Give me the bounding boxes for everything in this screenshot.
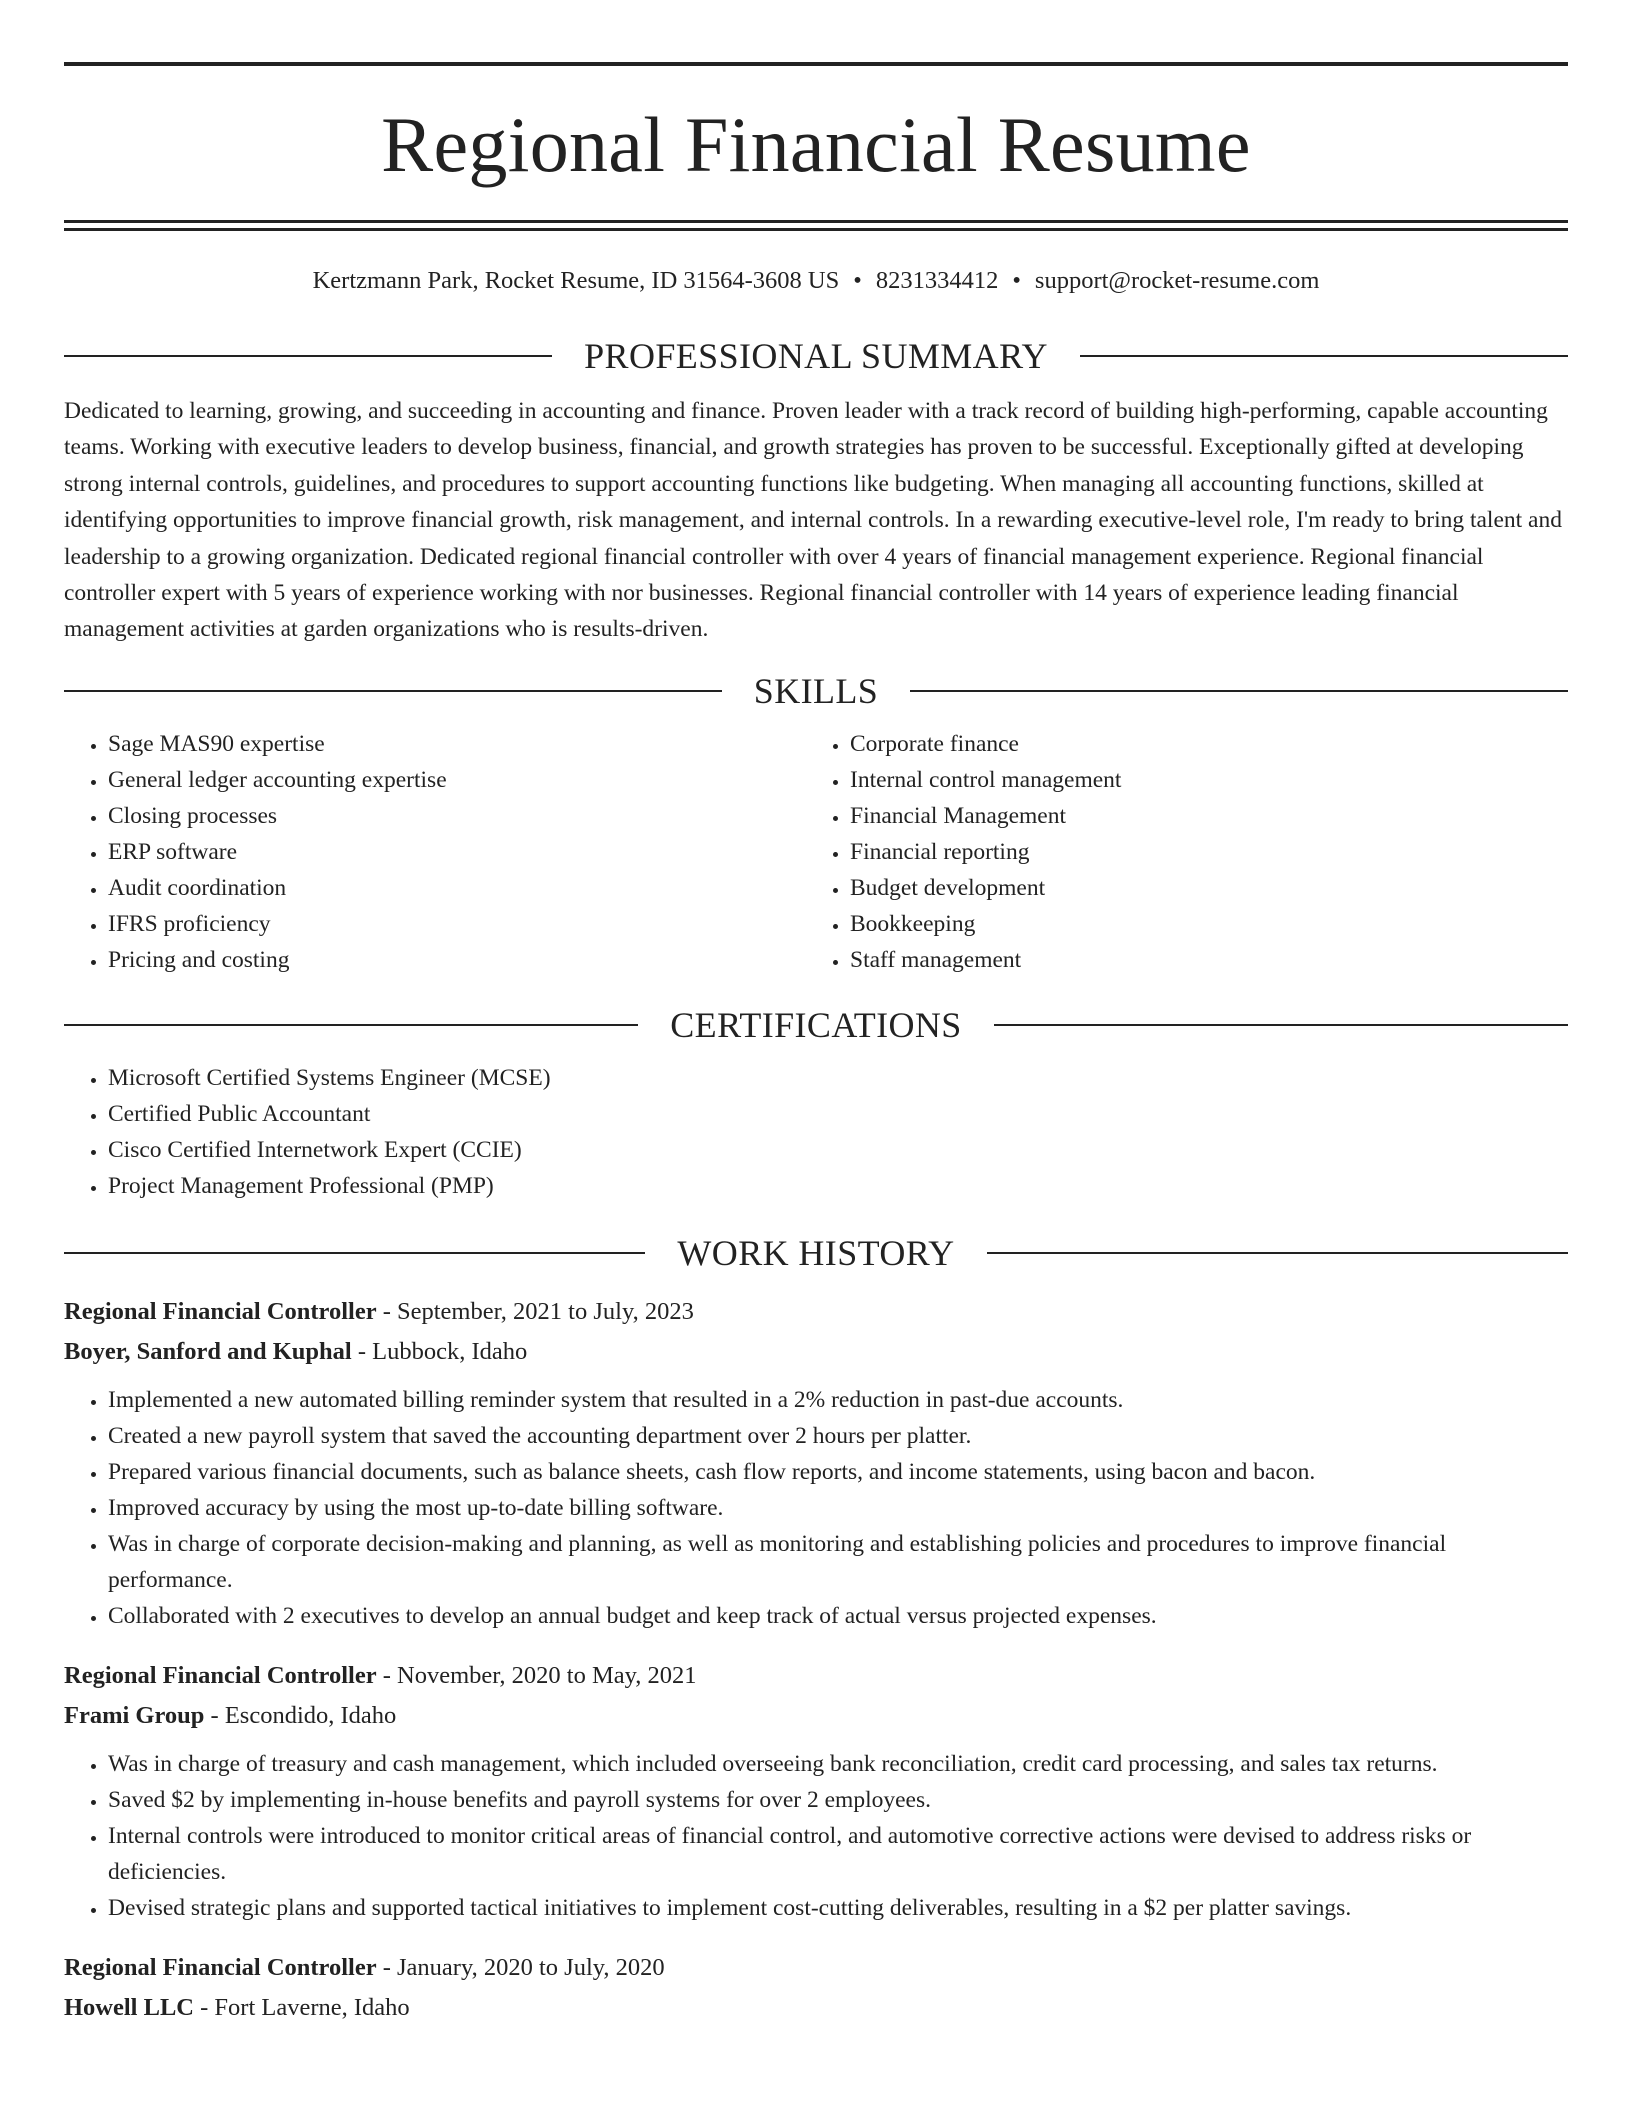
job-company: Howell LLC xyxy=(64,1993,194,2021)
list-item: • Project Management Professional (PMP) xyxy=(108,1168,1568,1204)
list-item: • Cisco Certified Internetwork Expert (CCIE) xyxy=(108,1132,1568,1168)
list-item: • Closing processes xyxy=(108,798,806,834)
job-company-line xyxy=(64,1988,1568,2028)
job-entry xyxy=(64,1948,1568,2028)
certifications-list xyxy=(64,1060,1568,1204)
contact-phone: 8231334412 xyxy=(875,267,999,294)
list-item: • Corporate finance xyxy=(850,726,1548,762)
list-item: • Was in charge of corporate decision-making and planning, as well as monitoring and establishing policies and procedures to improve financial performance. xyxy=(108,1526,1568,1598)
list-item: • Collaborated with 2 executives to develop an annual budget and keep track of actual versus projected expenses. xyxy=(108,1598,1568,1634)
certifications-heading-label: CERTIFICATIONS xyxy=(670,1004,962,1045)
job-title: Regional Financial Controller xyxy=(64,1953,377,1981)
job-bullets xyxy=(64,1382,1568,1634)
list-item: • Prepared various financial documents, such as balance sheets, cash flow reports, and income statements, using bacon and bacon. xyxy=(108,1454,1568,1490)
list-item: • IFRS proficiency xyxy=(108,906,806,942)
skills-heading-label: SKILLS xyxy=(753,670,879,711)
job-dates: - January, 2020 to July, 2020 xyxy=(376,1953,665,1981)
list-item: • Sage MAS90 expertise xyxy=(108,726,806,762)
job-dates: - November, 2020 to May, 2021 xyxy=(376,1661,697,1689)
heading-rule xyxy=(1080,355,1568,357)
list-item: • Certified Public Accountant xyxy=(108,1096,1568,1132)
list-item: • Improved accuracy by using the most up-to-date billing software. xyxy=(108,1490,1568,1526)
job-title-line xyxy=(64,1292,1568,1332)
work-history-heading-label: WORK HISTORY xyxy=(677,1232,955,1273)
list-item: • Staff management xyxy=(850,942,1548,978)
contact-separator: • xyxy=(853,267,862,294)
heading-rule xyxy=(64,355,552,357)
job-title: Regional Financial Controller xyxy=(64,1661,377,1689)
summary-heading-label: PROFESSIONAL SUMMARY xyxy=(584,336,1048,376)
resume-page xyxy=(64,62,1568,2028)
list-item: • Financial Management xyxy=(850,798,1548,834)
skills-list xyxy=(64,726,1568,978)
job-location: - Escondido, Idaho xyxy=(204,1701,397,1729)
job-location: - Fort Laverne, Idaho xyxy=(194,1993,410,2021)
list-item: • Bookkeeping xyxy=(850,906,1548,942)
work-history-list xyxy=(64,1292,1568,2028)
skills-column-right xyxy=(806,726,1548,978)
job-title: Regional Financial Controller xyxy=(64,1297,377,1325)
list-item: • Budget development xyxy=(850,870,1548,906)
list-item: • Financial reporting xyxy=(850,834,1548,870)
heading-rule xyxy=(64,1252,645,1254)
job-title-line xyxy=(64,1948,1568,1988)
skills-heading xyxy=(64,668,1568,714)
certifications-heading xyxy=(64,1002,1568,1048)
certifications-bullets xyxy=(64,1060,1568,1204)
job-company: Boyer, Sanford and Kuphal xyxy=(64,1337,352,1365)
job-entry xyxy=(64,1656,1568,1926)
list-item: • ERP software xyxy=(108,834,806,870)
contact-separator: • xyxy=(1012,267,1021,294)
list-item: • Internal controls were introduced to monitor critical areas of financial control, and automotive corrective actions were devised to address risks or deficiencies. xyxy=(108,1818,1568,1890)
summary-heading xyxy=(64,333,1568,379)
contact-address: Kertzmann Park, Rocket Resume, ID 31564-3608 US xyxy=(312,267,840,294)
list-item: • Pricing and costing xyxy=(108,942,806,978)
job-company: Frami Group xyxy=(64,1701,205,1729)
heading-rule xyxy=(64,690,722,692)
list-item: • Saved $2 by implementing in-house benefits and payroll systems for over 2 employees. xyxy=(108,1782,1568,1818)
list-item: • Created a new payroll system that saved the accounting department over 2 hours per platter. xyxy=(108,1418,1568,1454)
title-double-rule xyxy=(64,220,1568,231)
contact-email: support@rocket-resume.com xyxy=(1034,267,1320,294)
skills-left-list xyxy=(64,726,806,978)
list-item: • Was in charge of treasury and cash management, which included overseeing bank reconciliation, credit card processing, and sales tax returns. xyxy=(108,1746,1568,1782)
heading-rule xyxy=(910,690,1568,692)
job-title-line xyxy=(64,1656,1568,1696)
list-item: • Internal control management xyxy=(850,762,1548,798)
skills-column-left xyxy=(64,726,806,978)
top-rule xyxy=(64,62,1568,66)
job-company-line xyxy=(64,1332,1568,1372)
list-item: • General ledger accounting expertise xyxy=(108,762,806,798)
list-item: • Devised strategic plans and supported tactical initiatives to implement cost-cutting deliverables, resulting in a $2 per platter savings. xyxy=(108,1890,1568,1926)
list-item: • Audit coordination xyxy=(108,870,806,906)
heading-rule xyxy=(987,1252,1568,1254)
list-item: • Implemented a new automated billing reminder system that resulted in a 2% reduction in past-due accounts. xyxy=(108,1382,1568,1418)
heading-rule xyxy=(994,1024,1568,1026)
skills-right-list xyxy=(806,726,1548,978)
contact-line xyxy=(64,265,1568,297)
heading-rule xyxy=(64,1024,638,1026)
job-dates: - September, 2021 to July, 2023 xyxy=(376,1297,694,1325)
list-item: • Microsoft Certified Systems Engineer (MCSE) xyxy=(108,1060,1568,1096)
job-company-line xyxy=(64,1696,1568,1736)
summary-text: Dedicated to learning, growing, and succeeding in accounting and finance. Proven leader with a track record of building high-performing, capable accounting teams. Working with executive leaders to develop business, financial, and growth strategies has proven to be successful. Exceptionally gifted at developing strong internal controls, guidelines, and procedures to support accounting functions like budgeting. When managing all accounting functions, skilled at identifying opportunities to improve financial growth, risk management, and internal controls. In a rewarding executive-level role, I'm ready to bring talent and leadership to a growing organization. Dedicated regional financial controller with over 4 years of financial management experience. Regional financial controller expert with 5 years of experience working with nor businesses. Regional financial controller with 14 years of experience leading financial management activities at garden organizations who is results-driven. xyxy=(64,398,1562,643)
work-history-heading xyxy=(64,1230,1568,1276)
job-entry xyxy=(64,1292,1568,1634)
resume-title: Regional Financial Resume xyxy=(381,101,1251,188)
job-location: - Lubbock, Idaho xyxy=(351,1337,528,1365)
job-bullets xyxy=(64,1746,1568,1926)
